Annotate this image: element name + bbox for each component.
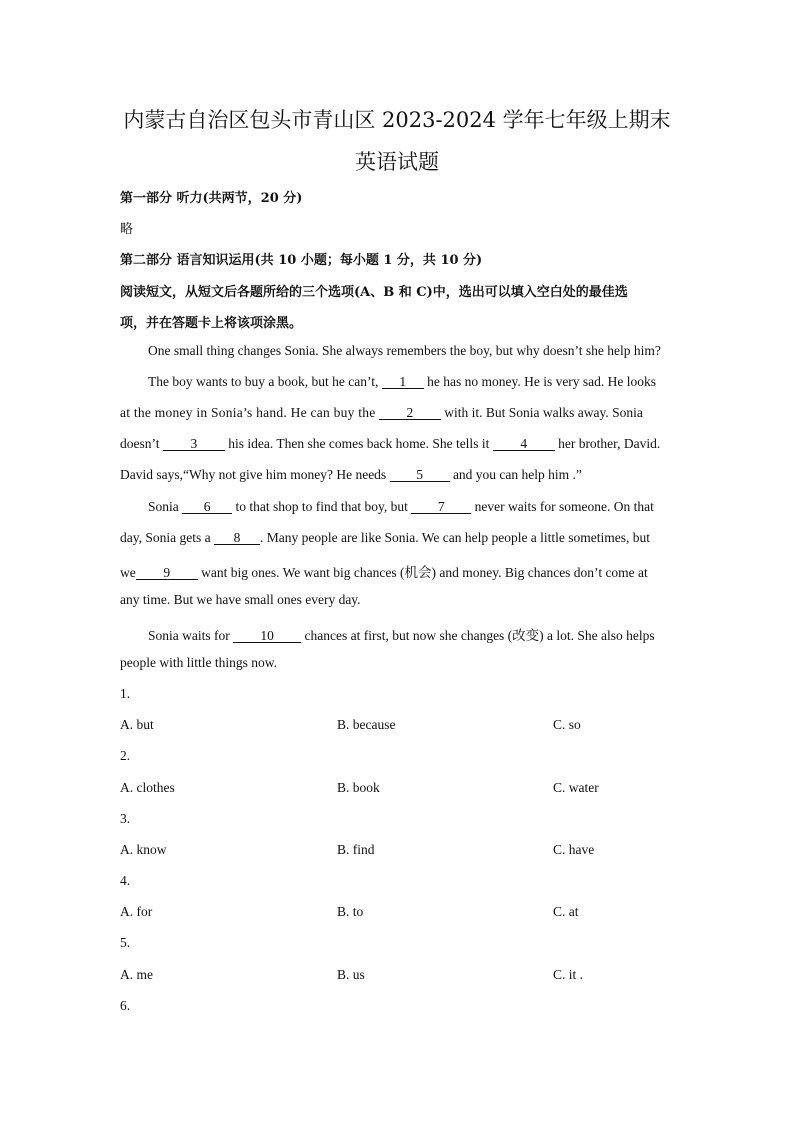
part1-heading: 第一部分 听力(共两节，20 分) [120,191,303,206]
option-b[interactable]: B. to [337,904,364,919]
blank-7: 7 [411,500,471,514]
part1-note: 略 [120,222,134,237]
option-a[interactable]: A. for [120,904,153,919]
passage-line: The boy wants to buy a book, but he can’t, 1 he has no money. He is very sad. He looks [148,374,657,389]
option-a[interactable]: A. know [120,842,167,857]
option-b[interactable]: B. us [337,967,365,982]
instruction-line1: 阅读短文，从短文后各题所给的三个选项(A、B 和 C)中，选出可以填入空白处的最佳选 [120,285,628,300]
passage-line: we 9 want big ones. We want big chances (机会) and money. Big chances don’t come at [120,565,648,580]
option-c[interactable]: C. water [553,780,599,795]
option-a[interactable]: A. but [120,717,154,732]
option-b[interactable]: B. because [337,717,396,732]
option-c[interactable]: C. at [553,904,579,919]
passage-line: any time. But we have small ones every day. [120,592,361,607]
passage-line: Sonia 6 to that shop to find that boy, but 7 never waits for someone. On that [148,499,654,514]
part2-heading: 第二部分 语言知识运用(共 10 小题；每小题 1 分，共 10 分) [120,253,483,268]
passage-line: David says,“Why not give him money? He needs 5 and you can help him .” [120,467,582,482]
passage-line: day, Sonia gets a 8 . Many people are like Sonia. We can help people a little sometimes, but [120,530,651,545]
blank-3: 3 [163,437,225,451]
blank-4: 4 [493,437,555,451]
option-c[interactable]: C. have [553,842,595,857]
blank-8: 8 [214,531,260,545]
question-number: 1. [120,686,131,701]
option-b[interactable]: B. book [337,780,380,795]
blank-1: 1 [382,375,424,389]
option-b[interactable]: B. find [337,842,375,857]
passage-line: One small thing changes Sonia. She always remembers the boy, but why doesn’t she help him? [148,343,661,358]
question-number: 2. [120,748,131,763]
passage-line: Sonia waits for 10 chances at first, but now she changes (改变) a lot. She also helps [148,628,655,643]
passage-line: people with little things now. [120,655,277,670]
passage-line: at the money in Sonia’s hand. He can buy the 2 with it. But Sonia walks away. Sonia [120,405,643,420]
blank-6: 6 [182,500,232,514]
blank-5: 5 [390,468,450,482]
question-number: 3. [120,811,131,826]
exam-title-line2: 英语试题 [355,150,439,174]
option-c[interactable]: C. so [553,717,581,732]
question-number: 6. [120,998,131,1013]
question-number: 5. [120,935,131,950]
option-c[interactable]: C. it . [553,967,584,982]
blank-9: 9 [136,566,198,580]
option-a[interactable]: A. clothes [120,780,175,795]
passage-line: doesn’t 3 his idea. Then she comes back home. She tells it 4 her brother, David. [120,436,661,451]
exam-title-line1: 内蒙古自治区包头市青山区 2023-2024 学年七年级上期末 [123,108,671,132]
instruction-line2: 项，并在答题卡上将该项涂黑。 [120,316,303,331]
blank-2: 2 [379,406,441,420]
question-number: 4. [120,873,131,888]
blank-10: 10 [233,629,301,643]
option-a[interactable]: A. me [120,967,153,982]
